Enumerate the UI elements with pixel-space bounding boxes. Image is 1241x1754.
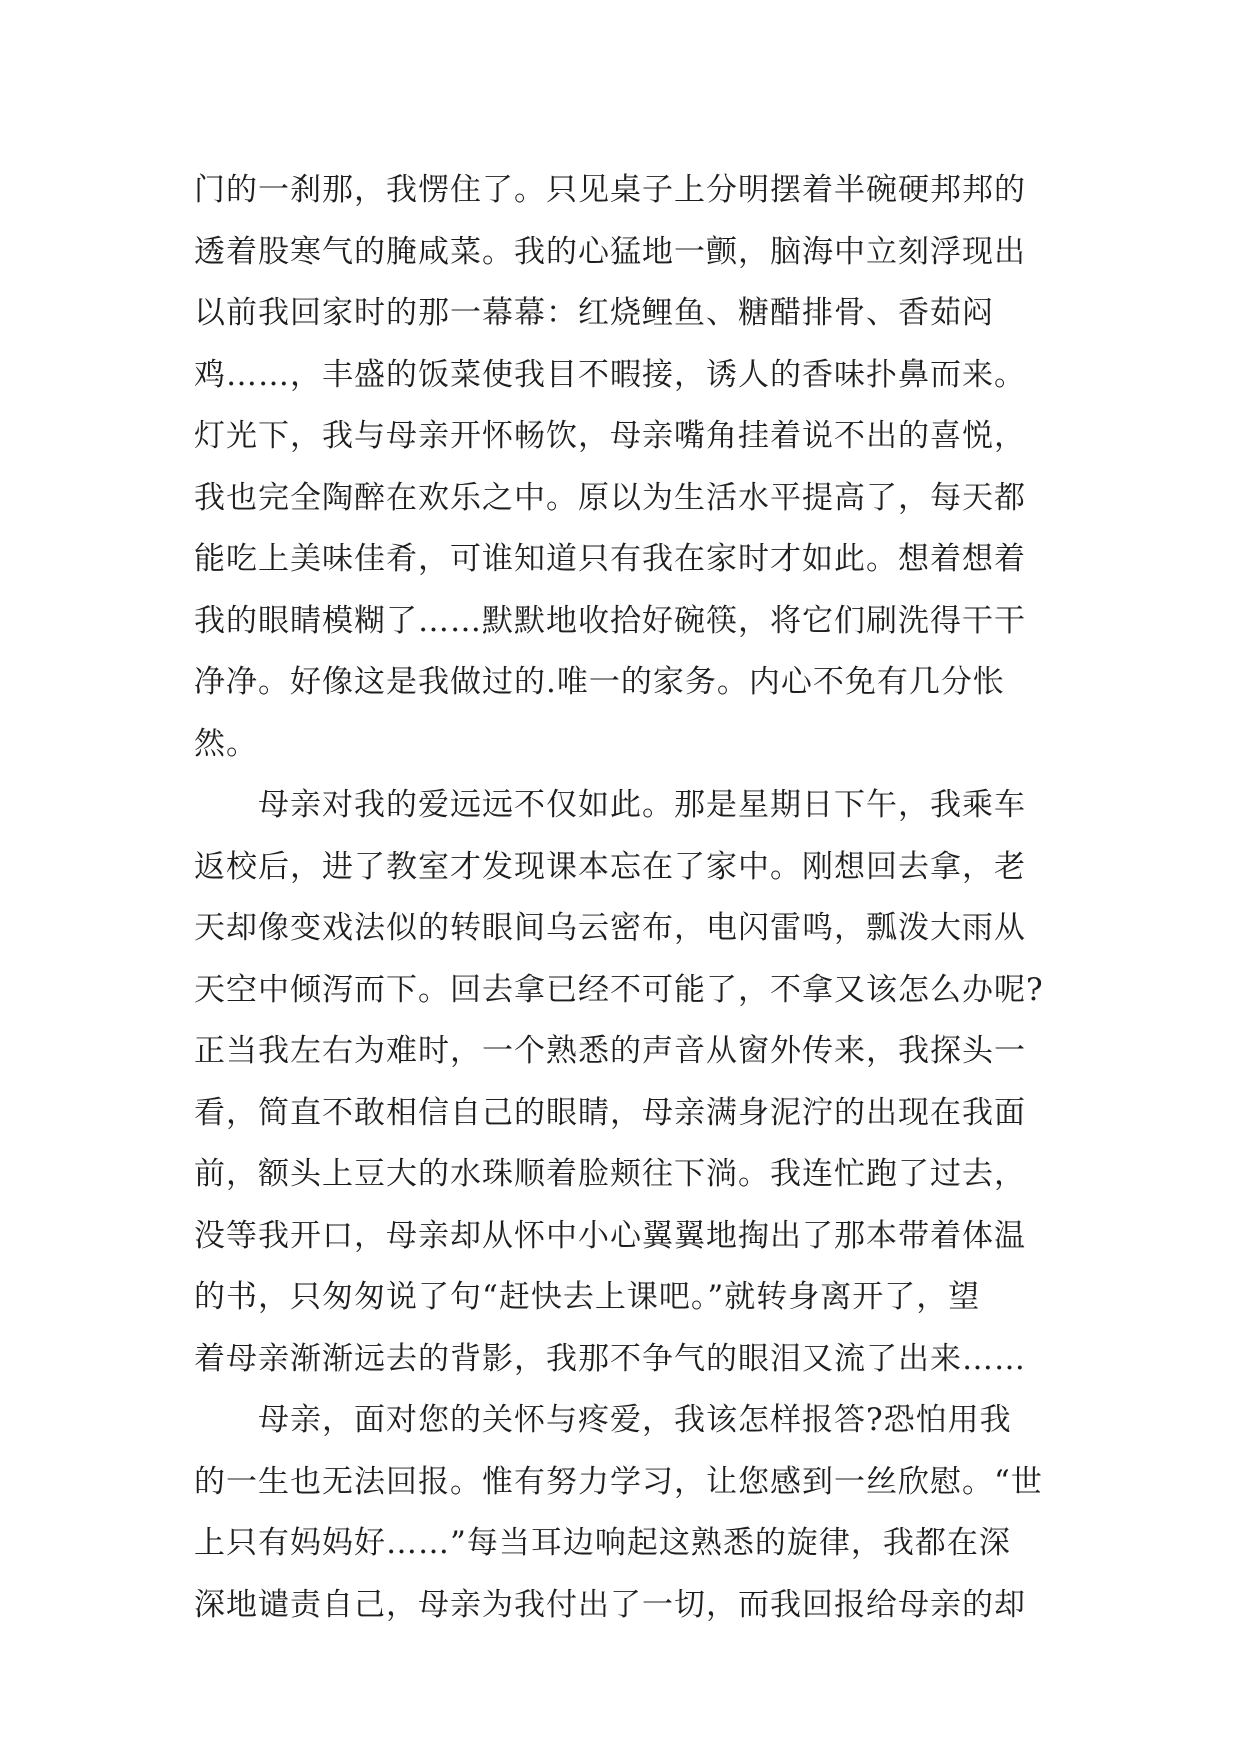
text-line: 净净。好像这是我做过的.唯一的家务。内心不免有几分怅 — [194, 664, 1005, 700]
text-line: 母亲，面对您的关怀与疼爱，我该怎样报答?恐怕用我 — [194, 1402, 1012, 1438]
text-line: 以前我回家时的那一幕幕：红烧鲤鱼、糖醋排骨、香茹闷 — [194, 295, 994, 331]
text-line: 的书，只匆匆说了句“赶快去上课吧。”就转身离开了，望 — [194, 1279, 981, 1315]
text-line: 前，额头上豆大的水珠顺着脸颊往下淌。我连忙跑了过去， — [194, 1156, 1026, 1192]
text-line: 鸡……，丰盛的饭菜使我目不暇接，诱人的香味扑鼻而来。 — [194, 356, 1026, 393]
text-line: 天却像变戏法似的转眼间乌云密布，电闪雷鸣，瓢泼大雨从 — [194, 910, 1026, 946]
text-line: 着母亲渐渐远去的背影，我那不争气的眼泪又流了出来…… — [194, 1340, 1026, 1377]
text-line: 能吃上美味佳肴，可谁知道只有我在家时才如此。想着想着 — [194, 541, 1026, 577]
body-text — [194, 160, 1054, 1636]
text-line: 正当我左右为难时，一个熟悉的声音从窗外传来，我探头一 — [194, 1033, 1026, 1069]
text-line: 上只有妈妈好……”每当耳边响起这熟悉的旋律，我都在深 — [194, 1525, 1011, 1561]
text-line: 门的一刹那，我愣住了。只见桌子上分明摆着半碗硬邦邦的 — [194, 172, 1026, 208]
text-line: 我的眼睛模糊了……默默地收拾好碗筷，将它们刷洗得干干 — [194, 602, 1026, 639]
text-line: 返校后，进了教室才发现课本忘在了家中。刚想回去拿，老 — [194, 848, 1026, 885]
text-line: 的一生也无法回报。惟有努力学习，让您感到一丝欣慰。“世 — [194, 1463, 1043, 1500]
text-line: 透着股寒气的腌咸菜。我的心猛地一颤，脑海中立刻浮现出 — [194, 233, 1026, 270]
text-line: 母亲对我的爱远远不仅如此。那是星期日下午，我乘车 — [194, 787, 1026, 823]
text-line: 看，简直不敢相信自己的眼睛，母亲满身泥泞的出现在我面 — [194, 1094, 1026, 1131]
text-line: 没等我开口，母亲却从怀中小心翼翼地掏出了那本带着体温 — [194, 1217, 1026, 1254]
text-line: 然。 — [194, 725, 258, 762]
text-line: 我也完全陶醉在欢乐之中。原以为生活水平提高了，每天都 — [194, 479, 1026, 516]
text-line: 灯光下，我与母亲开怀畅饮，母亲嘴角挂着说不出的喜悦， — [194, 418, 1026, 454]
text-line: 天空中倾泻而下。回去拿已经不可能了，不拿又该怎么办呢? — [194, 971, 1044, 1008]
text-line: 深地谴责自己，母亲为我付出了一切，而我回报给母亲的却 — [194, 1586, 1026, 1623]
